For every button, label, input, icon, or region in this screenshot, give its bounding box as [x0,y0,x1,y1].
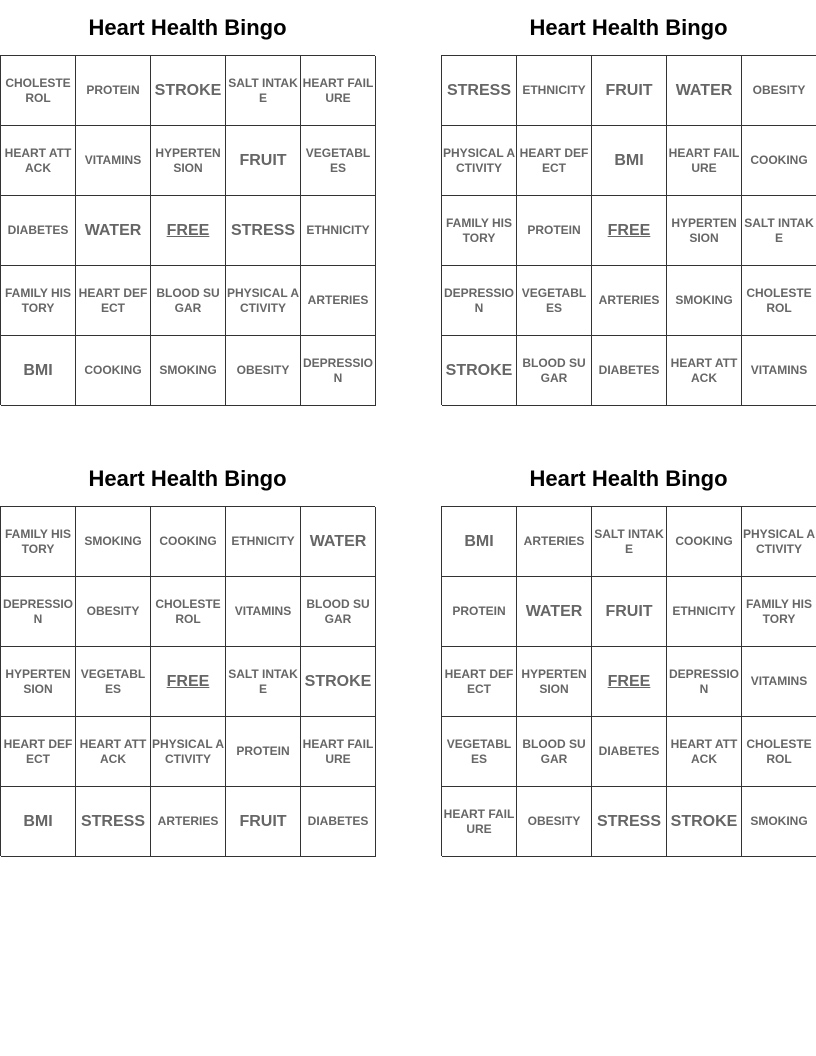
bingo-cell-label: BLOOD SUGAR [522,355,586,385]
bingo-cell-label: HEART DEFECT [519,145,589,175]
bingo-cell-label: PROTEIN [452,604,506,618]
bingo-cell [442,577,517,647]
bingo-cell-label: COOKING [84,363,142,377]
bingo-cell-label: WATER [525,602,583,620]
bingo-cell-label: FREE [166,672,210,690]
bingo-cell [151,126,226,196]
bingo-cell-label: COOKING [750,153,808,167]
bingo-cell [76,196,151,266]
bingo-cell-label: BMI [614,151,644,169]
bingo-cell [742,266,816,336]
bingo-cell [517,577,592,647]
bingo-cell-label: HEART ATTACK [670,736,738,766]
bingo-cell-label: HEART DEFECT [444,666,514,696]
bingo-cell-label: STRESS [446,81,511,99]
bingo-cell-label: HEART DEFECT [78,285,148,315]
bingo-cell-label: FRUIT [239,151,287,169]
bingo-cell-label: ETHNICITY [522,83,586,97]
bingo-cell-label: FAMILY HISTORY [4,526,72,556]
bingo-cell [592,266,667,336]
bingo-cell [301,196,376,266]
bingo-cell-label: PHYSICAL ACTIVITY [227,285,300,315]
bingo-cell-label: COOKING [675,534,733,548]
bingo-cell-label: BLOOD SUGAR [522,736,586,766]
bingo-grid [0,55,375,405]
bingo-cell-label: STROKE [670,812,738,830]
bingo-cell [301,787,376,857]
bingo-cell [592,577,667,647]
free-space-cell [151,196,226,266]
bingo-cell-label: STRESS [80,812,145,830]
free-space-cell [592,196,667,266]
bingo-cell-label: CHOLESTEROL [155,596,221,626]
bingo-cell-label: WATER [84,221,142,239]
bingo-cell-label: HYPERTENSION [155,145,221,175]
bingo-cell [517,336,592,406]
bingo-cell-label: BMI [464,532,494,550]
bingo-cell [667,126,742,196]
card-title: Heart Health Bingo [88,15,287,40]
bingo-cell-label: ARTERIES [307,293,369,307]
bingo-cell-label: FRUIT [605,81,653,99]
bingo-cell [742,647,816,717]
bingo-card-1 [0,12,375,405]
bingo-cell [301,56,376,126]
bingo-cell [742,56,816,126]
bingo-cell [1,507,76,577]
bingo-cell [76,336,151,406]
bingo-cell-label: FRUIT [239,812,287,830]
bingo-cell-label: SMOKING [750,814,808,828]
bingo-cell-label: DEPRESSION [2,596,74,626]
bingo-cell [226,266,301,336]
bingo-cell [667,717,742,787]
bingo-cell-label: SALT INTAKE [228,666,298,696]
bingo-cell-label: WATER [309,532,367,550]
bingo-cell-label: HEART FAILURE [443,806,515,836]
bingo-cell-label: STRESS [230,221,295,239]
bingo-cell-label: FAMILY HISTORY [4,285,72,315]
bingo-cell-label: VITAMINS [750,674,808,688]
bingo-cell-label: WATER [675,81,733,99]
bingo-cell [667,196,742,266]
bingo-cell [442,56,517,126]
bingo-cell-label: VITAMINS [84,153,142,167]
bingo-cell [592,787,667,857]
bingo-cell-label: CHOLESTEROL [746,285,812,315]
bingo-cell-label: PROTEIN [86,83,140,97]
bingo-cell [76,787,151,857]
bingo-cell [76,56,151,126]
bingo-cell [517,787,592,857]
bingo-cell-label: DEPRESSION [302,355,374,385]
bingo-cell-label: VITAMINS [234,604,292,618]
bingo-cell [742,336,816,406]
bingo-cell [301,717,376,787]
bingo-cell-label: HEART FAILURE [302,75,374,105]
bingo-cell-label: BLOOD SUGAR [306,596,370,626]
bingo-cell [442,507,517,577]
bingo-cell [226,507,301,577]
bingo-cell [742,196,816,266]
bingo-cell-label: OBESITY [752,83,806,97]
bingo-card-3 [0,463,375,856]
bingo-cell [667,647,742,717]
bingo-cell [151,787,226,857]
bingo-cell [592,336,667,406]
free-space-cell [151,647,226,717]
bingo-cell [226,56,301,126]
bingo-cell-label: SALT INTAKE [594,526,664,556]
bingo-cell [226,336,301,406]
bingo-cell-label: FRUIT [605,602,653,620]
bingo-cell [76,717,151,787]
bingo-cell [301,507,376,577]
bingo-cell-label: HEART ATTACK [670,355,738,385]
bingo-cell [442,647,517,717]
bingo-cell-label: COOKING [159,534,217,548]
bingo-cell-label: HYPERTENSION [521,666,587,696]
bingo-cell-label: BMI [23,812,53,830]
bingo-cell [76,577,151,647]
bingo-cell-label: STROKE [304,672,372,690]
bingo-cell [1,647,76,717]
bingo-cell [592,126,667,196]
bingo-cell-label: HEART DEFECT [3,736,73,766]
bingo-cell-label: HEART FAILURE [668,145,740,175]
bingo-cell-label: FREE [607,221,651,239]
bingo-cell [442,196,517,266]
bingo-cell-label: BLOOD SUGAR [156,285,220,315]
card-title: Heart Health Bingo [529,466,728,491]
bingo-cell-label: STRESS [596,812,661,830]
bingo-cell-label: VEGETABLES [521,285,587,315]
bingo-cell-label: HEART ATTACK [4,145,72,175]
bingo-cell-label: PHYSICAL ACTIVITY [152,736,225,766]
bingo-cell [151,717,226,787]
bingo-cell [226,577,301,647]
bingo-cell [301,577,376,647]
bingo-cell [517,717,592,787]
bingo-cell [442,717,517,787]
bingo-cell-label: PROTEIN [527,223,581,237]
bingo-cell-label: VITAMINS [750,363,808,377]
bingo-cell-label: SMOKING [84,534,142,548]
bingo-cell [301,647,376,717]
bingo-cell-label: HEART FAILURE [302,736,374,766]
bingo-cell [667,56,742,126]
bingo-cell [301,126,376,196]
bingo-cell-label: VEGETABLES [305,145,371,175]
bingo-cell-label: STROKE [154,81,222,99]
bingo-cell-label: OBESITY [236,363,290,377]
bingo-cell-label: PHYSICAL ACTIVITY [443,145,516,175]
bingo-cell [226,787,301,857]
bingo-cell [151,507,226,577]
bingo-cell-label: STROKE [445,361,513,379]
bingo-cell-label: VEGETABLES [446,736,512,766]
bingo-cell-label: HYPERTENSION [5,666,71,696]
bingo-cell [742,577,816,647]
bingo-cell [1,266,76,336]
bingo-card-2 [441,12,816,405]
bingo-cell [301,266,376,336]
bingo-cell-label: FREE [607,672,651,690]
bingo-cell [442,266,517,336]
bingo-cell-label: ETHNICITY [672,604,736,618]
bingo-cell-label: ETHNICITY [306,223,370,237]
bingo-cell-label: OBESITY [527,814,581,828]
bingo-cell [742,717,816,787]
bingo-cell [442,787,517,857]
bingo-cell-label: DIABETES [598,363,660,377]
bingo-cell [442,126,517,196]
bingo-cell [76,647,151,717]
bingo-cell-label: CHOLESTEROL [5,75,71,105]
bingo-cell [442,336,517,406]
bingo-cell [1,787,76,857]
bingo-cell [517,266,592,336]
bingo-cell [1,577,76,647]
bingo-cell [742,126,816,196]
bingo-cell [151,577,226,647]
bingo-cell [151,336,226,406]
bingo-cell [1,56,76,126]
bingo-cell [742,787,816,857]
bingo-cell-label: DEPRESSION [443,285,515,315]
bingo-cell-label: HYPERTENSION [671,215,737,245]
bingo-grid [441,55,816,405]
bingo-cell-label: PHYSICAL ACTIVITY [743,526,816,556]
bingo-cell-label: BMI [23,361,53,379]
bingo-cell [1,196,76,266]
bingo-cell [667,577,742,647]
bingo-cell [517,507,592,577]
bingo-cell-label: OBESITY [86,604,140,618]
bingo-cell [667,336,742,406]
bingo-cell-label: DIABETES [598,744,660,758]
free-space-cell [592,647,667,717]
bingo-cell-label: SMOKING [159,363,217,377]
bingo-cell [76,126,151,196]
bingo-cell [517,647,592,717]
bingo-cell-label: VEGETABLES [80,666,146,696]
bingo-grid [441,506,816,856]
bingo-cell [1,717,76,787]
bingo-cell-label: FAMILY HISTORY [445,215,513,245]
bingo-cell [667,787,742,857]
bingo-cell [667,507,742,577]
bingo-cell-label: FAMILY HISTORY [745,596,813,626]
bingo-cell [517,196,592,266]
bingo-cell [517,56,592,126]
bingo-cell-label: ARTERIES [598,293,660,307]
bingo-cell-label: PROTEIN [236,744,290,758]
bingo-cell [226,126,301,196]
bingo-cell-label: DEPRESSION [668,666,740,696]
bingo-cell-label: SALT INTAKE [228,75,298,105]
bingo-cell [76,507,151,577]
bingo-cell [667,266,742,336]
bingo-cell [151,266,226,336]
bingo-cell [301,336,376,406]
bingo-cell [76,266,151,336]
bingo-cell [592,507,667,577]
bingo-cell [742,507,816,577]
bingo-cell [592,717,667,787]
bingo-grid [0,506,375,856]
bingo-cell-label: ARTERIES [523,534,585,548]
card-title: Heart Health Bingo [529,15,728,40]
bingo-cell [1,126,76,196]
bingo-cell [592,56,667,126]
bingo-cell [226,647,301,717]
bingo-cell-label: SALT INTAKE [744,215,814,245]
bingo-cell-label: FREE [166,221,210,239]
bingo-cell-label: ETHNICITY [231,534,295,548]
bingo-cell [517,126,592,196]
bingo-cell-label: SMOKING [675,293,733,307]
bingo-cell-label: DIABETES [7,223,69,237]
bingo-cell [151,56,226,126]
bingo-cell [226,196,301,266]
bingo-cell [1,336,76,406]
bingo-cell-label: HEART ATTACK [79,736,147,766]
bingo-cell-label: CHOLESTEROL [746,736,812,766]
card-title: Heart Health Bingo [88,466,287,491]
bingo-cell-label: ARTERIES [157,814,219,828]
bingo-cell [226,717,301,787]
bingo-cell-label: DIABETES [307,814,369,828]
bingo-card-4 [441,463,816,856]
